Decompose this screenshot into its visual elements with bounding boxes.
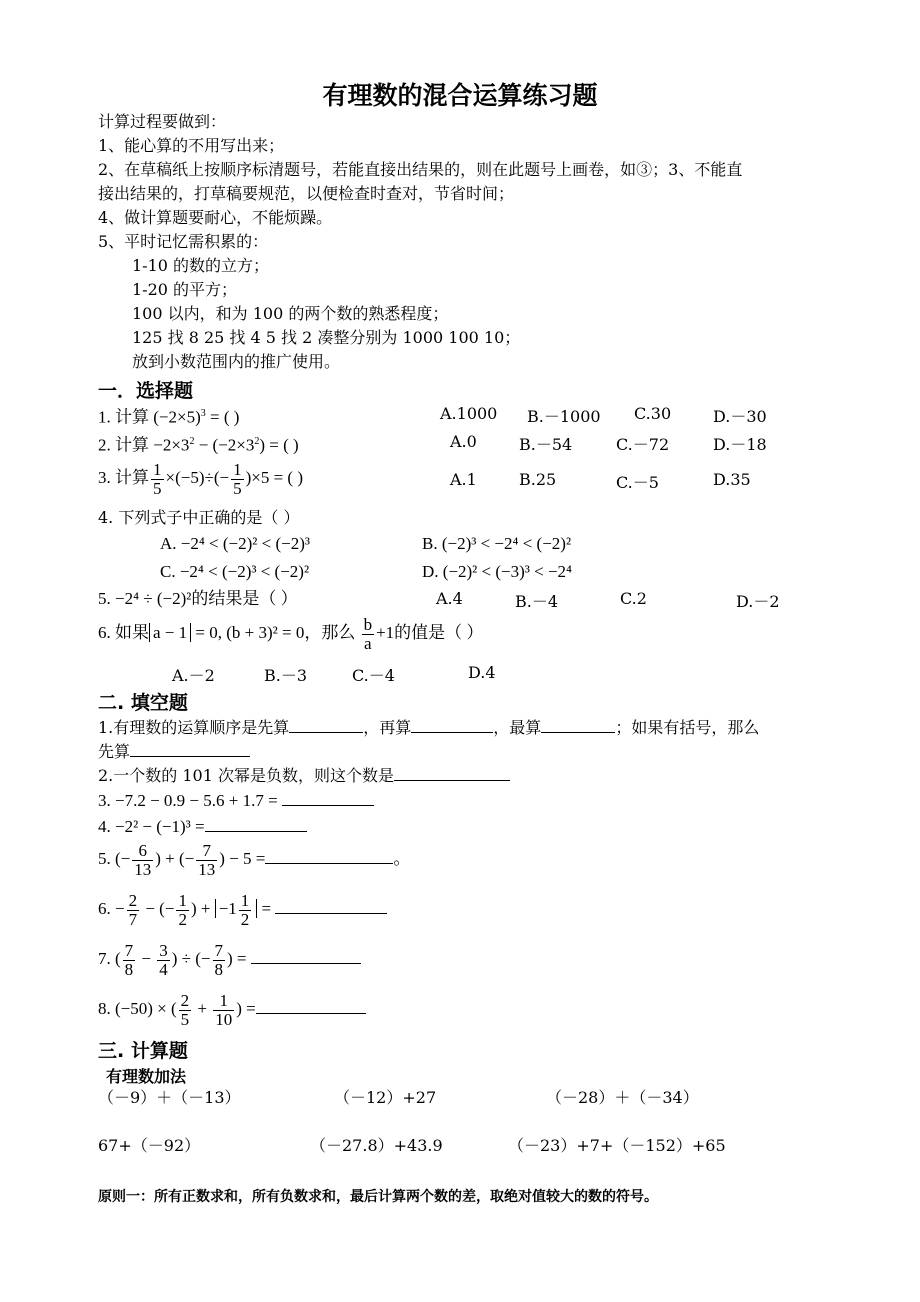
choice-q6: 6. 如果 a − 1 = 0, (b + 3)² = 0，那么 $\frac{b}{a}$ +1的值是（ ） <box>98 614 484 653</box>
intro-point-2b: 接出结果的，打草稿要规范，以便检查时查对，节省时间； <box>98 184 515 203</box>
q3-option-a[interactable]: A.1 <box>450 470 477 489</box>
fill-q1-line2: 先算 <box>98 740 250 762</box>
fill-q3: 3. −7.2 − 0.9 − 5.6 + 1.7 = <box>98 789 374 811</box>
q4-option-b[interactable]: B. (−2)³ < −2⁴ < (−2)² <box>422 534 572 553</box>
section-3-title: 三. 计算题 <box>98 1040 188 1062</box>
memory-item-5: 放到小数范围内的推广使用。 <box>132 352 341 371</box>
fill-q6-blank[interactable] <box>275 897 387 914</box>
intro-point-2a: 2、在草稿纸上按顺序标清题号，若能直接出结果的，则在此题号上画卷，如③；3、不能直 <box>98 160 743 179</box>
fill-q8: 8. (−50) × ( $\frac{2}{5}$ + $\frac{1}{10}$ ) = <box>98 991 366 1029</box>
fill-q5: 5. (− $\frac{6}{13}$ ) + (− $\frac{7}{13}$ ) − 5 = 。 <box>98 840 411 879</box>
fill-q1-blank-2[interactable] <box>411 716 493 733</box>
principle-note: 原则一：所有正数求和，所有负数求和，最后计算两个数的差，取绝对值较大的数的符号。 <box>98 1189 658 1205</box>
memory-item-2: 1-20 的平方； <box>132 280 238 299</box>
fill-q6: 6. − $\frac{2}{7}$ − (− $\frac{1}{2}$ ) + −1 $\frac{1}{2}$ = <box>98 891 387 929</box>
fill-q8-blank[interactable] <box>256 997 366 1014</box>
q6-option-a[interactable]: A.－2 <box>172 666 215 685</box>
choice-q3: 3. 计算 $\frac{1}{5}$ ×(−5)÷(− $\frac{1}{5}$ )×5 = ( ) <box>98 459 303 498</box>
calc-2a: 67+（－92） <box>98 1136 201 1155</box>
fill-q7: 7. ( $\frac{7}{8}$ − $\frac{3}{4}$ ) ÷ (− $\frac{7}{8}$ ) = <box>98 941 361 979</box>
fill-q3-blank[interactable] <box>282 789 374 806</box>
fill-q1-blank-1[interactable] <box>289 716 363 733</box>
fill-q4: 4. −2² − (−1)³ = <box>98 815 307 837</box>
q4-option-c[interactable]: C. −2⁴ < (−2)³ < (−2)² <box>160 562 310 581</box>
calc-2c: （－23）+7+（－152）+65 <box>508 1136 726 1155</box>
q2-option-b[interactable]: B.－54 <box>519 435 573 454</box>
q1-option-c[interactable]: C.30 <box>634 404 672 423</box>
fill-q1-line1: 1.有理数的运算顺序是先算 ，再算 ，最算 ；如果有括号，那么 <box>98 718 760 737</box>
q4-option-a[interactable]: A. −2⁴ < (−2)² < (−2)³ <box>160 534 310 553</box>
q5-option-c[interactable]: C.2 <box>620 589 647 608</box>
section-1-title: 一．选择题 <box>98 380 194 402</box>
fill-q5-blank[interactable] <box>265 847 393 864</box>
intro-heading: 计算过程要做到： <box>98 112 227 131</box>
q3-option-d[interactable]: D.35 <box>713 470 751 489</box>
calc-2b: （－27.8）+43.9 <box>310 1136 443 1155</box>
choice-q2: 2. 计算 $-2\times 3^2 - (-2\times 3^2)$ = ( ) <box>98 435 299 455</box>
q3-option-c[interactable]: C.－5 <box>616 473 659 492</box>
memory-item-1: 1-10 的数的立方； <box>132 256 270 275</box>
intro-point-4: 4、做计算题要耐心，不能烦躁。 <box>98 208 333 227</box>
q4-option-d[interactable]: D. (−2)² < (−3)³ < −2⁴ <box>422 562 572 581</box>
q2-option-c[interactable]: C.－72 <box>616 435 670 454</box>
section-2-title: 二. 填空题 <box>98 692 188 714</box>
intro-point-1: 1、能心算的不用写出来； <box>98 136 285 155</box>
q6-option-b[interactable]: B.－3 <box>264 666 308 685</box>
calc-1a: （－9）＋（－13） <box>98 1088 241 1107</box>
calc-1c: （－28）＋（－34） <box>546 1088 699 1107</box>
q2-option-d[interactable]: D.－18 <box>713 435 767 454</box>
q5-option-b[interactable]: B.－4 <box>515 592 559 611</box>
fill-q1-blank-3[interactable] <box>541 716 615 733</box>
q1-option-a[interactable]: A.1000 <box>440 404 498 423</box>
q3-option-b[interactable]: B.25 <box>519 470 557 489</box>
fill-q4-blank[interactable] <box>205 815 307 832</box>
fill-q2: 2.一个数的 101 次幂是负数，则这个数是 <box>98 764 510 786</box>
intro-point-5: 5、平时记忆需积累的： <box>98 232 269 251</box>
calc-1b: （－12）+27 <box>334 1088 437 1107</box>
page-title: 有理数的混合运算练习题 <box>322 81 598 110</box>
q1-option-b[interactable]: B.－1000 <box>527 407 601 426</box>
choice-q1: 1. 计算 $(-2\times 5)^3$ = ( ) <box>98 407 240 427</box>
choice-q5: 5. −2⁴ ÷ (−2)²的结果是（ ） <box>98 589 298 608</box>
q5-option-a[interactable]: A.4 <box>436 589 463 608</box>
q5-option-d[interactable]: D.－2 <box>736 592 780 611</box>
fill-q7-blank[interactable] <box>251 947 361 964</box>
q1-option-d[interactable]: D.－30 <box>713 407 767 426</box>
memory-item-4: 125 找 8 25 找 4 5 找 2 凑整分别为 1000 100 10； <box>132 328 521 347</box>
section-3-subtitle: 有理数加法 <box>106 1067 187 1086</box>
memory-item-3: 100 以内，和为 100 的两个数的熟悉程度； <box>132 304 449 323</box>
fill-q1-blank-4[interactable] <box>130 740 250 757</box>
choice-q4: 4. 下列式子中正确的是（ ） <box>98 508 300 527</box>
fill-q2-blank[interactable] <box>394 764 510 781</box>
q6-option-d[interactable]: D.4 <box>468 663 496 682</box>
q6-option-c[interactable]: C.－4 <box>352 666 395 685</box>
q2-option-a[interactable]: A.0 <box>450 432 477 451</box>
